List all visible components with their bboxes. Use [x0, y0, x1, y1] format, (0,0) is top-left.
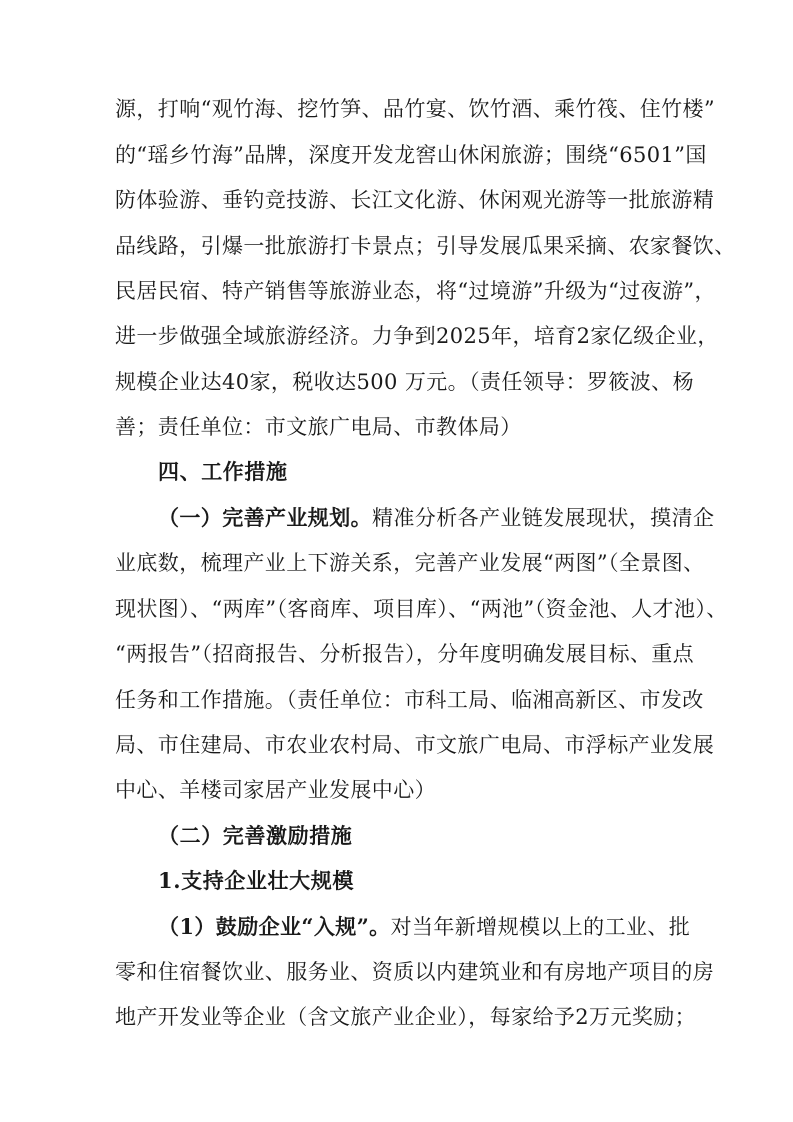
body-line: 零和住宿餐饮业、服务业、资质以内建筑业和有房地产项目的房 [115, 960, 715, 984]
subsection-heading: 1.支持企业壮大规模 [158, 868, 354, 893]
body-line: 的“瑶乡竹海”品牌，深度开发龙窖山休闲旅游；围绕“6501”国 [115, 143, 707, 167]
body-line: 品线路，引爆一批旅游打卡景点；引导发展瓜果采摘、农家餐饮、 [115, 234, 736, 258]
body-line: 源，打响“观竹海、挖竹笋、品竹宴、饮竹酒、乘竹筏、住竹楼” [115, 97, 716, 121]
body-line: 现状图）、“两库”（客商库、项目库）、“两池”（资金池、人才池）、 [115, 597, 728, 621]
section-heading: 四、工作措施 [158, 459, 288, 484]
body-line: 地产开发业等企业（含文旅产业企业），每家给予2万元奖励； [115, 1005, 697, 1029]
body-line: 业底数，梳理产业上下游关系，完善产业发展“两图”（全景图、 [115, 551, 705, 575]
item-text: 对当年新增规模以上的工业、批 [390, 915, 691, 939]
item-title: （一）完善产业规划。 [158, 505, 372, 530]
body-line: 任务和工作措施。（责任单位：市科工局、临湘高新区、市发改 [115, 688, 704, 712]
item-text: 精准分析各产业链发展现状，摸清企 [372, 506, 715, 530]
paragraph-first-line [158, 915, 758, 939]
body-line: 进一步做强全域旅游经济。力争到2025年，培育2家亿级企业， [115, 324, 719, 348]
body-line: 中心、羊楼司家居产业发展中心） [115, 778, 436, 802]
body-line: “两报告”（招商报告、分析报告），分年度明确发展目标、重点 [115, 642, 695, 666]
body-line: 防体验游、垂钓竞技游、长江文化游、休闲观光游等一批旅游精 [115, 188, 715, 212]
paragraph-first-line [158, 506, 758, 530]
subsection-heading: （二）完善激励措施 [158, 823, 353, 848]
body-line: 民居民宿、特产销售等旅游业态，将“过境游”升级为“过夜游”， [115, 279, 716, 303]
body-line: 局、市住建局、市农业农村局、市文旅广电局、市浮标产业发展 [115, 733, 715, 757]
item-title: （1）鼓励企业“入规”。 [158, 914, 391, 939]
body-line: 善；责任单位：市文旅广电局、市教体局） [115, 415, 522, 439]
body-line: 规模企业达40家，税收达500 万元。（责任领导：罗筱波、杨 [115, 370, 694, 394]
